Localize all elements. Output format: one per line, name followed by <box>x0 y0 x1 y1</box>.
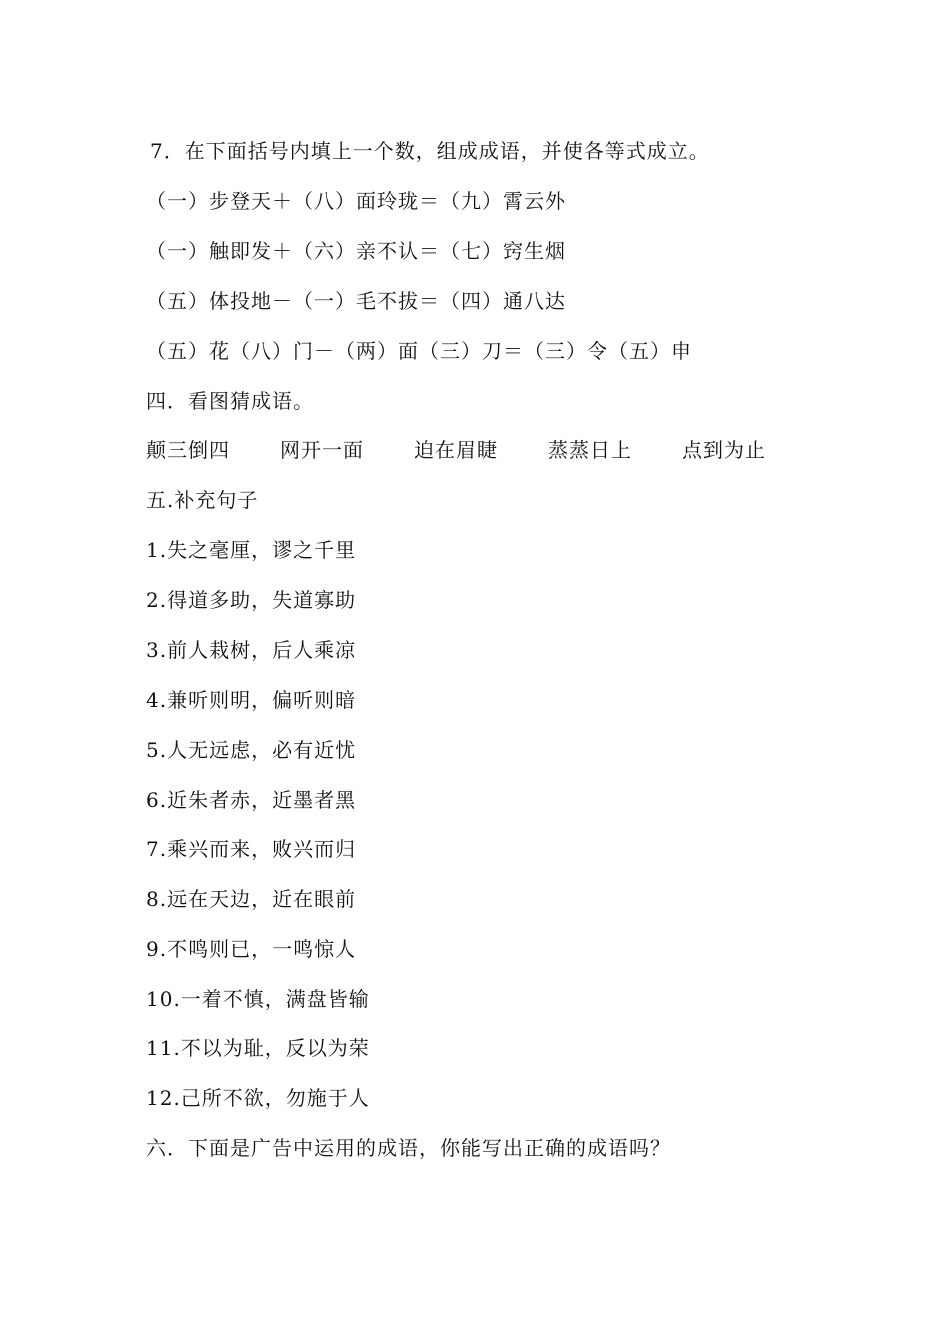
sentence-item-10: 10.一着不慎，满盘皆输 <box>146 987 370 1011</box>
sentence-item-1: 1.失之毫厘，谬之千里 <box>146 538 357 562</box>
sentence-item-7: 7.乘兴而来，败兴而归 <box>146 837 357 861</box>
question-7-text: 7．在下面括号内填上一个数，组成成语，并使各等式成立。 <box>150 139 710 163</box>
equation-line-1: （一）步登天＋（八）面玲珑＝（九）霄云外 <box>146 189 566 213</box>
idiom-answer-4: 蒸蒸日上 <box>548 438 632 462</box>
section-5-heading: 五.补充句子 <box>146 488 259 512</box>
sentence-item-8: 8.远在天边，近在眼前 <box>146 887 357 911</box>
sentence-item-6: 6.近朱者赤，近墨者黑 <box>146 788 357 812</box>
idiom-answer-2: 网开一面 <box>280 438 364 462</box>
section-6-heading: 六．下面是广告中运用的成语，你能写出正确的成语吗？ <box>146 1136 671 1160</box>
section-4-answers <box>146 437 786 463</box>
sentence-item-4: 4.兼听则明，偏听则暗 <box>146 688 357 712</box>
sentence-item-9: 9.不鸣则已，一鸣惊人 <box>146 937 357 961</box>
idiom-answer-1: 颠三倒四 <box>146 438 230 462</box>
idiom-answer-5: 点到为止 <box>682 438 766 462</box>
equation-line-2: （一）触即发＋（六）亲不认＝（七）窍生烟 <box>146 239 566 263</box>
equation-line-3: （五）体投地－（一）毛不拔＝（四）通八达 <box>146 289 566 313</box>
equation-line-4: （五）花（八）门－（两）面（三）刀＝（三）令（五）申 <box>146 339 692 363</box>
sentence-item-11: 11.不以为耻，反以为荣 <box>146 1036 370 1060</box>
sentence-item-12: 12.己所不欲，勿施于人 <box>146 1086 370 1110</box>
sentence-item-3: 3.前人栽树，后人乘凉 <box>146 638 357 662</box>
sentence-item-5: 5.人无远虑，必有近忧 <box>146 738 357 762</box>
idiom-answer-3: 迫在眉睫 <box>414 438 498 462</box>
section-4-heading: 四．看图猜成语。 <box>146 389 314 413</box>
sentence-item-2: 2.得道多助，失道寡助 <box>146 588 357 612</box>
